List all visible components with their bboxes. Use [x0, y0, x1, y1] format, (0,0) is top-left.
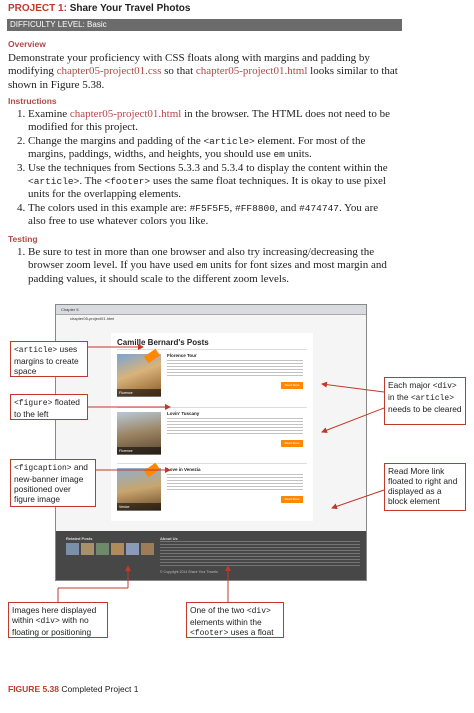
article-box [111, 333, 313, 521]
code-footer: <footer> [104, 176, 151, 188]
callout-read-more: Read More link floated to right and displayed as a block element [384, 463, 466, 511]
instruction-item [28, 108, 398, 135]
instructions-heading: Instructions [8, 96, 57, 106]
testing-text: units for font sizes and most margin and padding values, it should scale to the different zoom levels. [28, 259, 387, 285]
post-text [167, 474, 303, 490]
thumbnail-image [126, 543, 139, 555]
figure-label: FIGURE 5.38 [8, 684, 60, 694]
project-heading [8, 3, 190, 14]
browser-address[interactable]: chapter05-project01.html [70, 316, 115, 321]
read-more-button[interactable]: Read More [281, 382, 303, 389]
code-em: em [273, 149, 285, 161]
overview-text-3: looks similar to that shown in Figure 5.38. [8, 65, 398, 91]
instruction-text: . The [79, 175, 105, 188]
instruction-text: The colors used in this example are: [28, 201, 190, 214]
instruction-text: Change the margins and padding of the [28, 134, 204, 147]
callout-text: uses a float [228, 627, 274, 637]
overview-text-2: so that [161, 65, 196, 78]
instruction-item [28, 135, 398, 162]
testing-text: Be sure to test in more than one browser and also try increasing/decreasing the browser zoom level. If you have used [28, 246, 375, 272]
html-file-link[interactable]: chapter05-project01.html [69, 108, 182, 120]
instruction-text: . You are also free to use whatever colors you like. [28, 201, 379, 228]
post-item [117, 407, 307, 460]
figure-caption-text: Completed Project 1 [61, 684, 139, 694]
separator: , [229, 201, 236, 214]
callout-text: Images here displayed within [12, 605, 97, 625]
callout-text: and new-banner image positioned over figure image [14, 462, 88, 504]
about-us-heading: About Us [160, 536, 178, 541]
figure-caption [8, 684, 138, 694]
thumbnail-image [111, 543, 124, 555]
code-div: <div> [432, 382, 457, 391]
page-footer [56, 531, 366, 580]
browser-page [56, 323, 366, 580]
color-code: #474747 [299, 202, 339, 214]
callout-text: Each major [388, 380, 433, 390]
post-caption: Venice [117, 503, 161, 511]
instructions-list [0, 108, 398, 229]
post-title: Lovin' Tuscany [167, 411, 200, 416]
post-text [167, 418, 303, 434]
thumbnail-image [66, 543, 79, 555]
color-code: #FF8800 [235, 202, 275, 214]
code-article: <article> [28, 176, 80, 188]
code-article: <article> [14, 346, 58, 355]
post-caption: Florence [117, 447, 161, 455]
about-us-text [160, 541, 360, 567]
callout-figcaption [10, 459, 96, 507]
post-item [117, 463, 307, 516]
instruction-text: units. [284, 148, 312, 161]
instruction-text: element. For most of the margins, paddings, widths, and heights, you should use [28, 134, 366, 161]
article-title: Camille Bernard's Posts [117, 338, 209, 347]
callout-text: floated to the left [14, 397, 80, 419]
code-em: em [196, 260, 208, 272]
instruction-text: Use the techniques from Sections 5.3.3 and 5.3.4 to display the content within the [28, 161, 388, 174]
callout-div-clear [384, 377, 466, 425]
post-caption: Florence [117, 389, 161, 397]
testing-item [28, 246, 398, 286]
project-name: Share Your Travel Photos [69, 3, 191, 14]
browser-tab-bar [56, 305, 366, 315]
testing-heading: Testing [8, 234, 38, 244]
separator: , and [274, 201, 300, 214]
color-code: #F5F5F5 [189, 202, 230, 214]
callout-text: in the [388, 392, 411, 402]
instruction-text: uses the same float techniques. It is okay to use pixel units for the overlapping elements. [28, 175, 386, 201]
browser-tab[interactable]: Chapter 5 [61, 307, 79, 312]
css-file-link[interactable]: chapter05-project01.css [56, 65, 162, 78]
thumbnail-image [81, 543, 94, 555]
project-label: PROJECT 1: [8, 3, 67, 14]
callout-text: uses margins to create space [14, 344, 79, 376]
callout-figure [10, 394, 88, 420]
read-more-button[interactable]: Read More [281, 496, 303, 503]
callout-article [10, 341, 88, 377]
post-text [167, 360, 303, 376]
browser-screenshot [55, 304, 367, 581]
thumbnail-image [96, 543, 109, 555]
callout-footer-float [186, 602, 284, 638]
code-footer: <footer> [190, 629, 229, 638]
overview-text-1: Demonstrate your proficiency with CSS floats along with margins and padding by modifying [8, 52, 370, 78]
testing-list [0, 246, 398, 286]
code-article: <article> [203, 135, 255, 147]
code-div: <div> [246, 607, 271, 616]
callout-text: with no floating or positioning [12, 615, 92, 637]
callout-images [8, 602, 108, 638]
overview-heading: Overview [8, 39, 46, 49]
callout-text: needs to be cleared [388, 404, 462, 414]
thumbnail-image [141, 543, 154, 555]
code-figcaption: <figcaption> [14, 464, 72, 473]
difficulty-bar: DIFFICULTY LEVEL: Basic [7, 19, 402, 31]
overview-text [8, 52, 400, 92]
callout-text: One of the two [190, 605, 247, 615]
instruction-item [28, 162, 398, 202]
post-item [117, 349, 307, 402]
related-posts-heading: Related Posts [66, 536, 93, 541]
instruction-text: Examine [28, 108, 70, 120]
html-file-link[interactable]: chapter05-project01.html [195, 65, 308, 78]
code-article: <article> [410, 394, 455, 403]
post-title: Florence Tour [167, 353, 197, 358]
instruction-item [28, 202, 398, 229]
post-title: Love in Venezia [167, 467, 201, 472]
code-div: <div> [35, 617, 60, 626]
callout-text: elements within the [190, 617, 262, 627]
copyright-text: © Copyright 2014 Share Your Travels [160, 570, 218, 574]
instruction-text: in the browser. The HTML does not need to be modified for this project. [28, 108, 391, 134]
read-more-button[interactable]: Read More [281, 440, 303, 447]
code-figure: <figure> [14, 399, 53, 408]
